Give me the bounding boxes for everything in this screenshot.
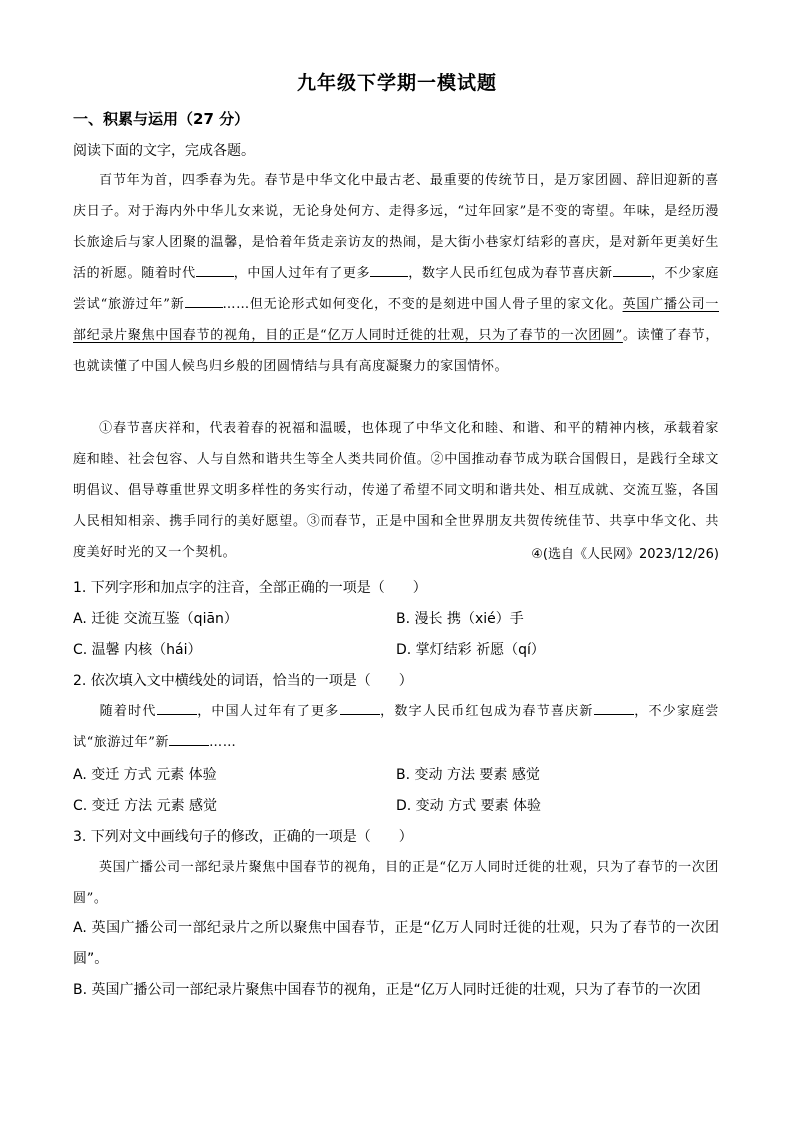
fill-blank [169,731,209,746]
fill-blank [185,293,223,308]
quote-text: ，中国人过年有了更多 [196,704,340,719]
quote-text: ，不少家庭尝试“旅游过年”新 [73,704,719,750]
question-2-option-d[interactable]: D. 变动 方式 要素 体验 [396,798,542,814]
question-1-stem: 1. 下列字形和加点字的注音，全部正确的一项是（ ） [73,580,427,596]
source-citation: ④(选自《人民网》2023/12/26) [531,547,719,562]
section-heading: 一、积累与运用（27 分） [73,110,250,128]
quote-text: 英国广播公司一部纪录片聚焦中国春节的视角，目的正是“亿万人同时迁徙的壮观，只为了春节的一次团圆”。 [73,860,719,906]
underlined-sentence: 英国广播公司一部纪录片聚焦中国春节的视角，目的正是“亿万人同时迁徙的壮观，只为了春节的一次团圆” [73,297,719,343]
fill-blank [370,262,408,277]
question-1-option-b[interactable]: B. 漫长 携（xié）手 [396,611,524,627]
passage-text: ，不少家庭尝试“旅游过年”新 [73,266,719,312]
page-title: 九年级下学期一模试题 [296,72,497,94]
question-2-option-a[interactable]: A. 变迁 方式 元素 体验 [73,767,217,783]
question-3-quote [73,852,719,914]
passage-text: ，数字人民币红包成为春节喜庆新 [408,266,613,281]
question-2-option-b[interactable]: B. 变动 方法 要素 感觉 [396,767,540,783]
question-2-quote [73,696,719,758]
question-3-stem: 3. 下列对文中画线句子的修改，正确的一项是（ ） [73,829,413,845]
instruction-text: 阅读下面的文字，完成各题。 [73,143,255,159]
question-3-option-b[interactable]: B. 英国广播公司一部纪录片聚焦中国春节的视角，正是“亿万人同时迁徙的壮观，只为了春节的一次团 [73,982,701,998]
passage-text: 。读懂了春节，也就读懂了中国人候鸟归乡般的团圆情结与具有高度凝聚力的家国情怀。 [73,328,719,374]
question-2-stem: 2. 依次填入文中横线处的词语，恰当的一项是（ ） [73,673,413,689]
question-1-option-c[interactable]: C. 温馨 内核（hái） [73,642,202,658]
question-1-option-d[interactable]: D. 掌灯结彩 祈愿（qí） [396,642,545,658]
passage-paragraph-1 [73,165,719,382]
fill-blank [340,700,380,715]
passage-text: ……但无论形式如何变化，不变的是刻进中国人骨子里的家文化。 [222,297,623,312]
question-2-option-c[interactable]: C. 变迁 方法 元素 感觉 [73,798,218,814]
fill-blank [613,262,651,277]
question-3-option-a[interactable]: A. 英国广播公司一部纪录片之所以聚焦中国春节，正是“亿万人同时迁徙的壮观，只为了春节的一次团圆”。 [73,920,719,967]
passage-text: ，中国人过年有了更多 [233,266,371,281]
passage-text: 百节年为首，四季春为先。春节是中华文化中最古老、最重要的传统节日，是万家团圆、辞旧迎新的喜庆日子。对于海内外中华儿女来说，无论身处何方、走得多远，“过年回家”是不变的寄望。年味，是经历漫长旅途后与家人团聚的温馨，是恰着年货走亲访友的热闹，是大街小巷家灯结彩的喜庆，是对新年更美好生活的祈愿。随着时代 [73,173,719,281]
quote-text: …… [209,735,237,750]
question-1-option-a[interactable]: A. 迁徙 交流互鉴（qiān） [73,611,238,627]
fill-blank [157,700,197,715]
quote-text: ，数字人民币红包成为春节喜庆新 [379,704,594,719]
passage-text: ①春节喜庆祥和，代表着春的祝福和温暖，也体现了中华文化和睦、和谐、和平的精神内核，承载着家庭和睦、社会包容、人与自然和谐共生等全人类共同价值。②中国推动春节成为联合国假日，是践行全球文明倡议、倡导尊重世界文明多样性的务实行动，传递了希望不同文明和谐共处、相互成就、交流互鉴，各国人民相知相亲、携手同行的美好愿望。③而春节，正是中国和全世界朋友共贺传统佳节、共享中华文化、共度美好时光的又一个契机。 [73,421,719,560]
quote-text: 随着时代 [99,704,157,719]
fill-blank [196,262,234,277]
fill-blank [594,700,634,715]
